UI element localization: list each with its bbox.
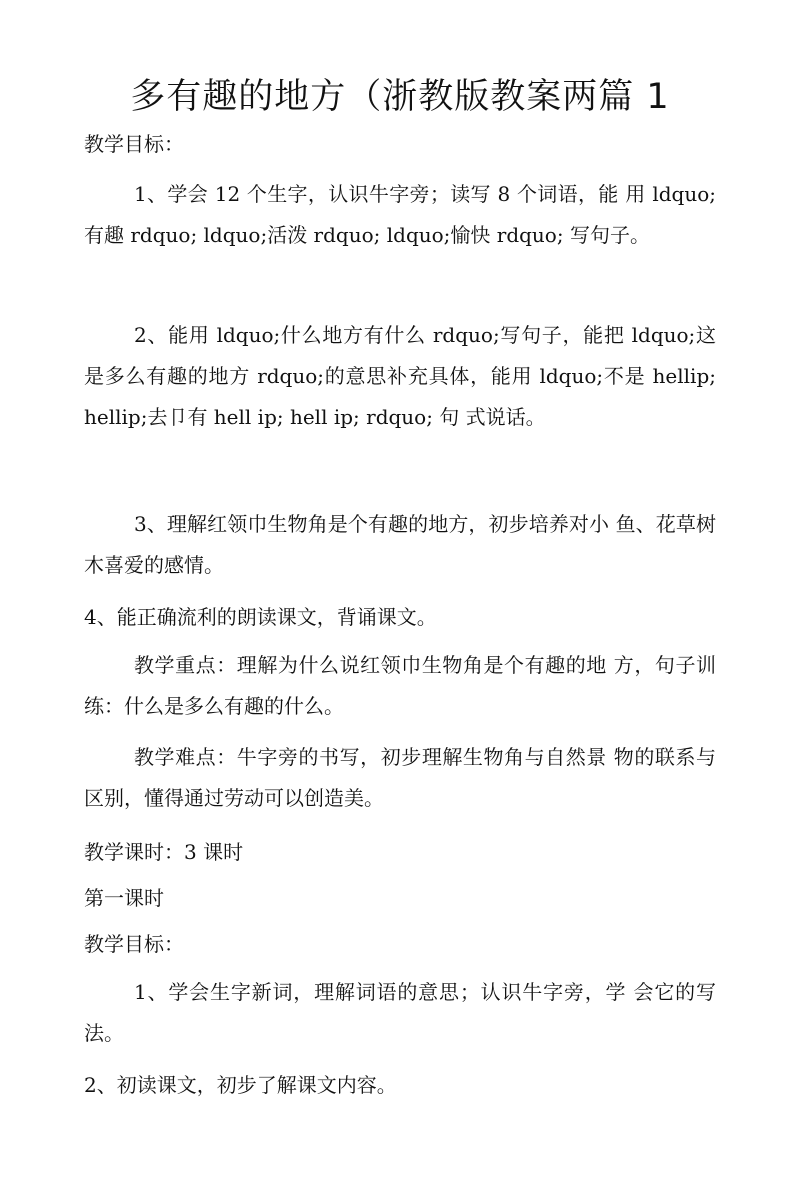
objective-item-4: 4、能正确流利的朗读课文，背诵课文。	[84, 605, 437, 629]
lesson-objective-item-2: 2、初读课文，初步了解课文内容。	[84, 1073, 397, 1097]
lesson-objectives-heading: 教学目标：	[84, 932, 184, 956]
objective-item-2: 2、能用 ldquo;什么地方有什么 rdquo;写句子，能把 ldquo;这是多么有趣的地方 rdquo;的意思补充具体，能用 ldquo;不是 hellip; hellip;去卩有 hell ip; hell ip; rdquo; 句 式说话。	[84, 323, 716, 429]
lesson-objective-item-1: 1、学会生字新词，理解词语的意思；认识牛字旁，学 会它的写法。	[84, 980, 716, 1045]
class-hours-line: 教学课时：3 课时	[84, 840, 244, 864]
objective-item-1: 1、学会 12 个生字，认识牛字旁；读写 8 个词语，能 用 ldquo;有趣 rdquo; ldquo;活泼 rdquo; ldquo;愉快 rdquo; 写句子。	[84, 182, 716, 247]
section-heading-objectives: 教学目标：	[84, 132, 184, 156]
teaching-difficulty-paragraph: 教学难点：牛字旁的书写，初步理解生物角与自然景 物的联系与区别，懂得通过劳动可以创造美。	[84, 745, 716, 810]
lesson-heading: 第一课时	[84, 886, 164, 910]
teaching-focus-paragraph: 教学重点：理解为什么说红领巾生物角是个有趣的地 方，句子训练：什么是多么有趣的什么。	[84, 653, 716, 718]
objective-item-3: 3、理解红领巾生物角是个有趣的地方，初步培养对小 鱼、花草树木喜爱的感情。	[84, 512, 716, 577]
document-title: 多有趣的地方（浙教版教案两篇 1	[130, 77, 670, 117]
